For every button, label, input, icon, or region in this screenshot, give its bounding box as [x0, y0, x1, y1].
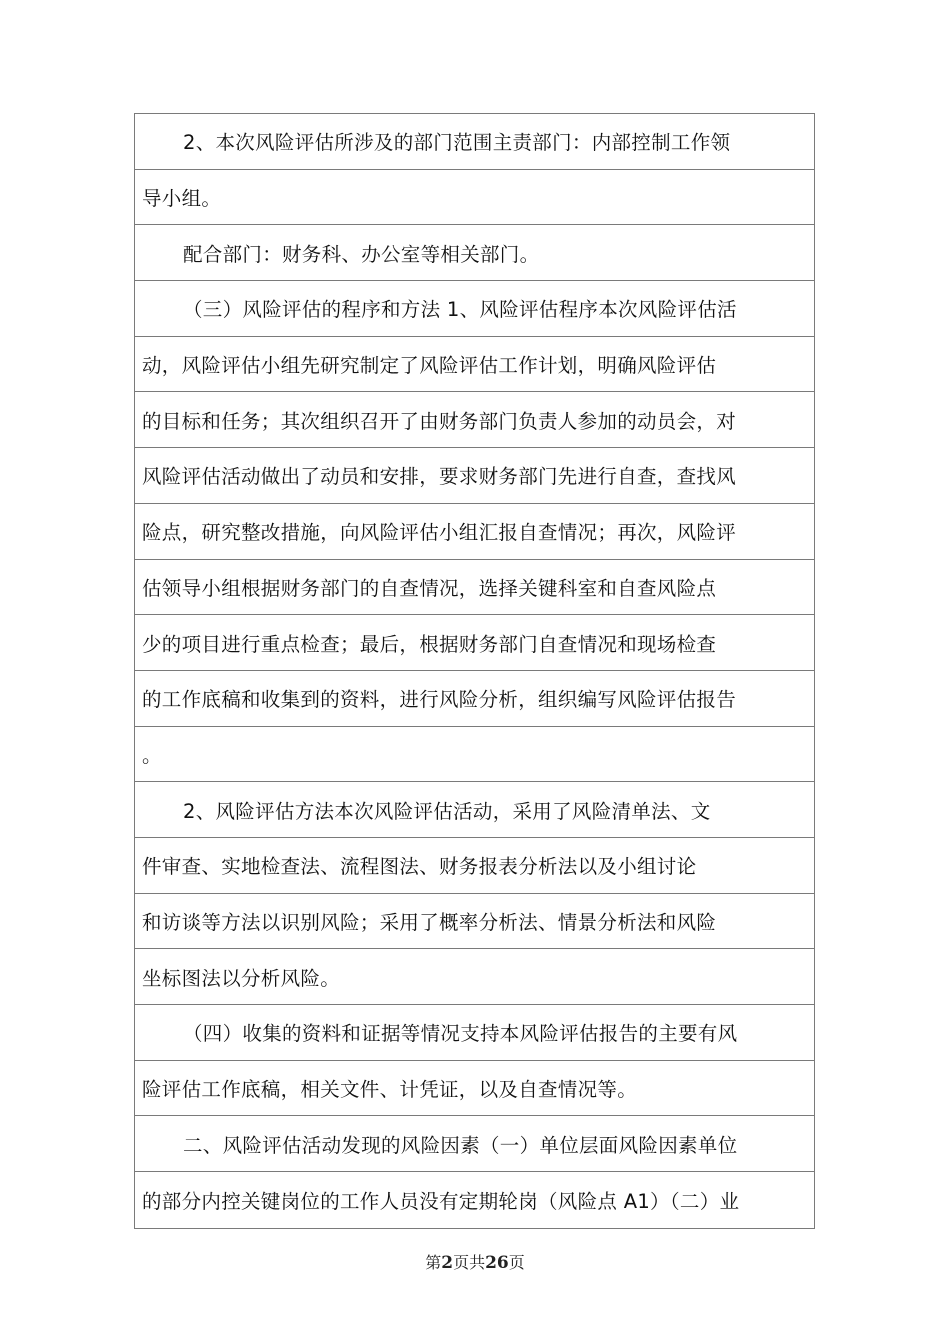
text-row-20 [135, 1172, 814, 1228]
row-text: 坐标图法以分析风险。 [142, 966, 341, 990]
row-text: （四）收集的资料和证据等情况支持本风险评估报告的主要有风 [183, 1022, 738, 1046]
row-text: 导小组。 [142, 187, 222, 211]
row-text: 险点，研究整改措施，向风险评估小组汇报自查情况；再次，风险评 [142, 521, 737, 545]
row-text: 估领导小组根据财务部门的自查情况，选择关键科室和自查风险点 [142, 576, 717, 600]
total-page-count: 26 [485, 1253, 509, 1273]
document-table [134, 113, 815, 1229]
row-text: 风险评估活动做出了动员和安排，要求财务部门先进行自查，查找风 [142, 465, 737, 489]
row-text: 少的项目进行重点检查；最后，根据财务部门自查情况和现场检查 [142, 632, 717, 656]
row-text: 2、风险评估方法本次风险评估活动，采用了风险清单法、文 [183, 799, 711, 823]
text-row-2 [135, 170, 814, 226]
row-text: 。 [142, 743, 162, 767]
text-row-17 [135, 1005, 814, 1061]
footer-prefix: 第 [425, 1253, 442, 1272]
page-footer [0, 1250, 950, 1273]
text-row-5 [135, 337, 814, 393]
row-text: 2、本次风险评估所涉及的部门范围主责部门：内部控制工作领 [183, 131, 731, 155]
current-page-number: 2 [441, 1253, 454, 1273]
text-row-12 [135, 727, 814, 783]
text-row-1 [135, 114, 814, 170]
text-row-10 [135, 615, 814, 671]
text-row-13 [135, 782, 814, 838]
row-text: 二、风险评估活动发现的风险因素（一）单位层面风险因素单位 [183, 1133, 738, 1157]
row-text: 配合部门：财务科、办公室等相关部门。 [183, 242, 540, 266]
row-text: 的工作底稿和收集到的资料，进行风险分析，组织编写风险评估报告 [142, 688, 737, 712]
text-row-6 [135, 392, 814, 448]
text-row-16 [135, 949, 814, 1005]
text-row-19 [135, 1116, 814, 1172]
row-text: 的目标和任务；其次组织召开了由财务部门负责人参加的动员会，对 [142, 409, 737, 433]
text-row-11 [135, 671, 814, 727]
text-row-18 [135, 1061, 814, 1117]
row-text: 件审查、实地检查法、流程图法、财务报表分析法以及小组讨论 [142, 855, 697, 879]
row-text: 的部分内控关键岗位的工作人员没有定期轮岗（风险点 A1）（二）业 [142, 1189, 740, 1213]
text-row-8 [135, 504, 814, 560]
text-row-7 [135, 448, 814, 504]
row-text: 和访谈等方法以识别风险；采用了概率分析法、情景分析法和风险 [142, 910, 717, 934]
text-row-4 [135, 281, 814, 337]
row-text: （三）风险评估的程序和方法 1、风险评估程序本次风险评估活 [183, 298, 737, 322]
text-row-15 [135, 894, 814, 950]
text-row-3 [135, 225, 814, 281]
footer-suffix: 页 [508, 1253, 525, 1272]
text-row-9 [135, 560, 814, 616]
row-text: 险评估工作底稿，相关文件、计凭证，以及自查情况等。 [142, 1078, 638, 1102]
footer-middle: 页共 [453, 1253, 486, 1272]
row-text: 动，风险评估小组先研究制定了风险评估工作计划，明确风险评估 [142, 354, 717, 378]
text-row-14 [135, 838, 814, 894]
